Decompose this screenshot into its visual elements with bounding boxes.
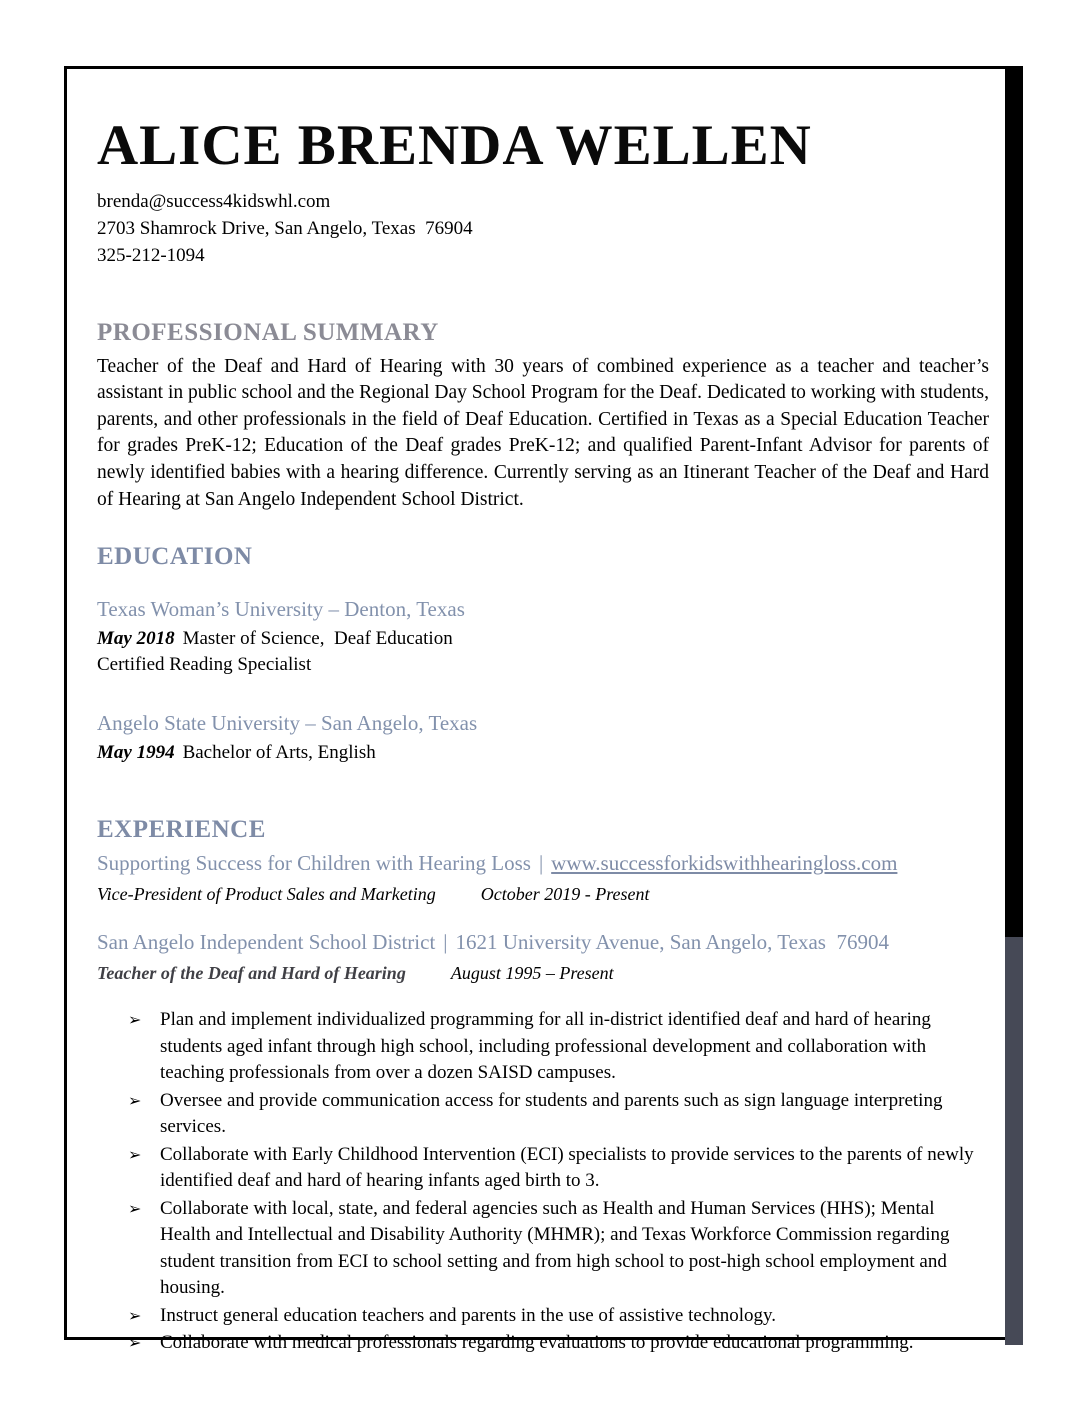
graduation-date: May 2018 bbox=[97, 628, 175, 650]
experience-entry bbox=[97, 850, 989, 906]
experience-heading: EXPERIENCE bbox=[97, 816, 266, 844]
duty-text: Collaborate with medical professionals regarding evaluations to provide educational programming. bbox=[160, 1332, 914, 1354]
list-item bbox=[128, 1303, 989, 1330]
resume-page bbox=[64, 66, 1005, 1354]
arrow-bullet-icon: ➢ bbox=[128, 1333, 142, 1353]
degree-line bbox=[97, 626, 989, 652]
list-item bbox=[128, 1007, 989, 1087]
company-address: 1621 University Avenue, San Angelo, Texas 76904 bbox=[455, 930, 889, 955]
duty-text: Collaborate with local, state, and federal agencies such as Health and Human Services (HHS); Mental Health and Intellectual and Disability Authority (MHMR); and Texas Workforce Commission regarding student transition from ECI to school setting and from high school to post-high school employment and housing. bbox=[160, 1197, 950, 1299]
company-name: San Angelo Independent School District bbox=[97, 930, 436, 955]
school-name: Texas Woman’s University – Denton, Texas bbox=[97, 597, 465, 622]
job-title: Vice-President of Product Sales and Marketing bbox=[97, 884, 436, 905]
degree-name: Bachelor of Arts, English bbox=[182, 742, 376, 764]
company-line bbox=[97, 850, 989, 877]
job-title-line bbox=[97, 882, 989, 906]
summary-heading: PROFESSIONAL SUMMARY bbox=[97, 318, 439, 346]
job-title: Teacher of the Deaf and Hard of Hearing bbox=[97, 963, 406, 984]
list-item bbox=[128, 1196, 989, 1302]
duty-text: Instruct general education teachers and parents in the use of assistive technology. bbox=[160, 1304, 777, 1326]
arrow-bullet-icon: ➢ bbox=[128, 1010, 142, 1030]
duty-text: Oversee and provide communication access for students and parents such as sign language interpreting services. bbox=[160, 1089, 943, 1138]
arrow-bullet-icon: ➢ bbox=[128, 1198, 142, 1218]
experience-entry bbox=[97, 929, 989, 1357]
degree-line bbox=[97, 740, 989, 766]
contact-email: brenda@success4kidswhl.com bbox=[97, 190, 331, 212]
resume-content bbox=[67, 115, 1005, 1357]
arrow-bullet-icon: ➢ bbox=[128, 1144, 142, 1164]
arrow-bullet-icon: ➢ bbox=[128, 1305, 142, 1325]
separator: | bbox=[443, 930, 448, 955]
education-entry bbox=[97, 596, 989, 678]
arrow-bullet-icon: ➢ bbox=[128, 1090, 142, 1110]
duty-text: Plan and implement individualized programming for all in-district identified deaf and hard of hearing students aged infant through high school, including professional development and collaboration with teaching professionals from over a dozen SAISD campuses. bbox=[160, 1009, 931, 1084]
contact-block bbox=[97, 188, 989, 269]
duty-text: Collaborate with Early Childhood Intervention (ECI) specialists to provide services to the parents of newly identified deaf and hard of hearing infants aged birth to 3. bbox=[160, 1143, 974, 1192]
company-website-link[interactable]: www.successforkidswithhearingloss.com bbox=[551, 851, 898, 876]
company-line bbox=[97, 929, 989, 956]
certification-line: Certified Reading Specialist bbox=[97, 654, 312, 676]
education-entry bbox=[97, 710, 989, 766]
job-dates: August 1995 – Present bbox=[450, 963, 614, 984]
school-name: Angelo State University – San Angelo, Texas bbox=[97, 711, 478, 736]
company-name: Supporting Success for Children with Hearing Loss bbox=[97, 851, 531, 876]
education-heading: EDUCATION bbox=[97, 543, 253, 571]
degree-name: Master of Science, Deaf Education bbox=[182, 628, 453, 650]
contact-address: 2703 Shamrock Drive, San Angelo, Texas 76904 bbox=[97, 217, 473, 239]
page-right-border bbox=[1005, 66, 1023, 937]
page-title: ALICE BRENDA WELLEN bbox=[97, 114, 812, 177]
page-shadow bbox=[1005, 937, 1023, 1345]
summary-text: Teacher of the Deaf and Hard of Hearing with 30 years of combined experience as a teacher and teacher’s assistant in public school and the Regional Day School Program for the Deaf. Dedicated to working with students, parents, and other professionals in the field of Deaf Education. Certified in Texas as a Special Education Teacher for grades PreK-12; Education of the Deaf grades PreK-12; and qualified Parent-Infant Advisor for parents of newly identified babies with a hearing difference. Currently serving as an Itinerant Teacher of the Deaf and Hard of Hearing at San Angelo Independent School District. bbox=[97, 355, 989, 510]
graduation-date: May 1994 bbox=[97, 742, 175, 764]
contact-phone: 325-212-1094 bbox=[97, 244, 205, 266]
list-item bbox=[128, 1088, 989, 1141]
list-item bbox=[128, 1142, 989, 1195]
duties-list bbox=[97, 1007, 989, 1357]
job-dates: October 2019 - Present bbox=[480, 884, 650, 905]
job-title-line bbox=[97, 961, 989, 985]
list-item bbox=[128, 1330, 989, 1357]
separator: | bbox=[538, 851, 544, 876]
